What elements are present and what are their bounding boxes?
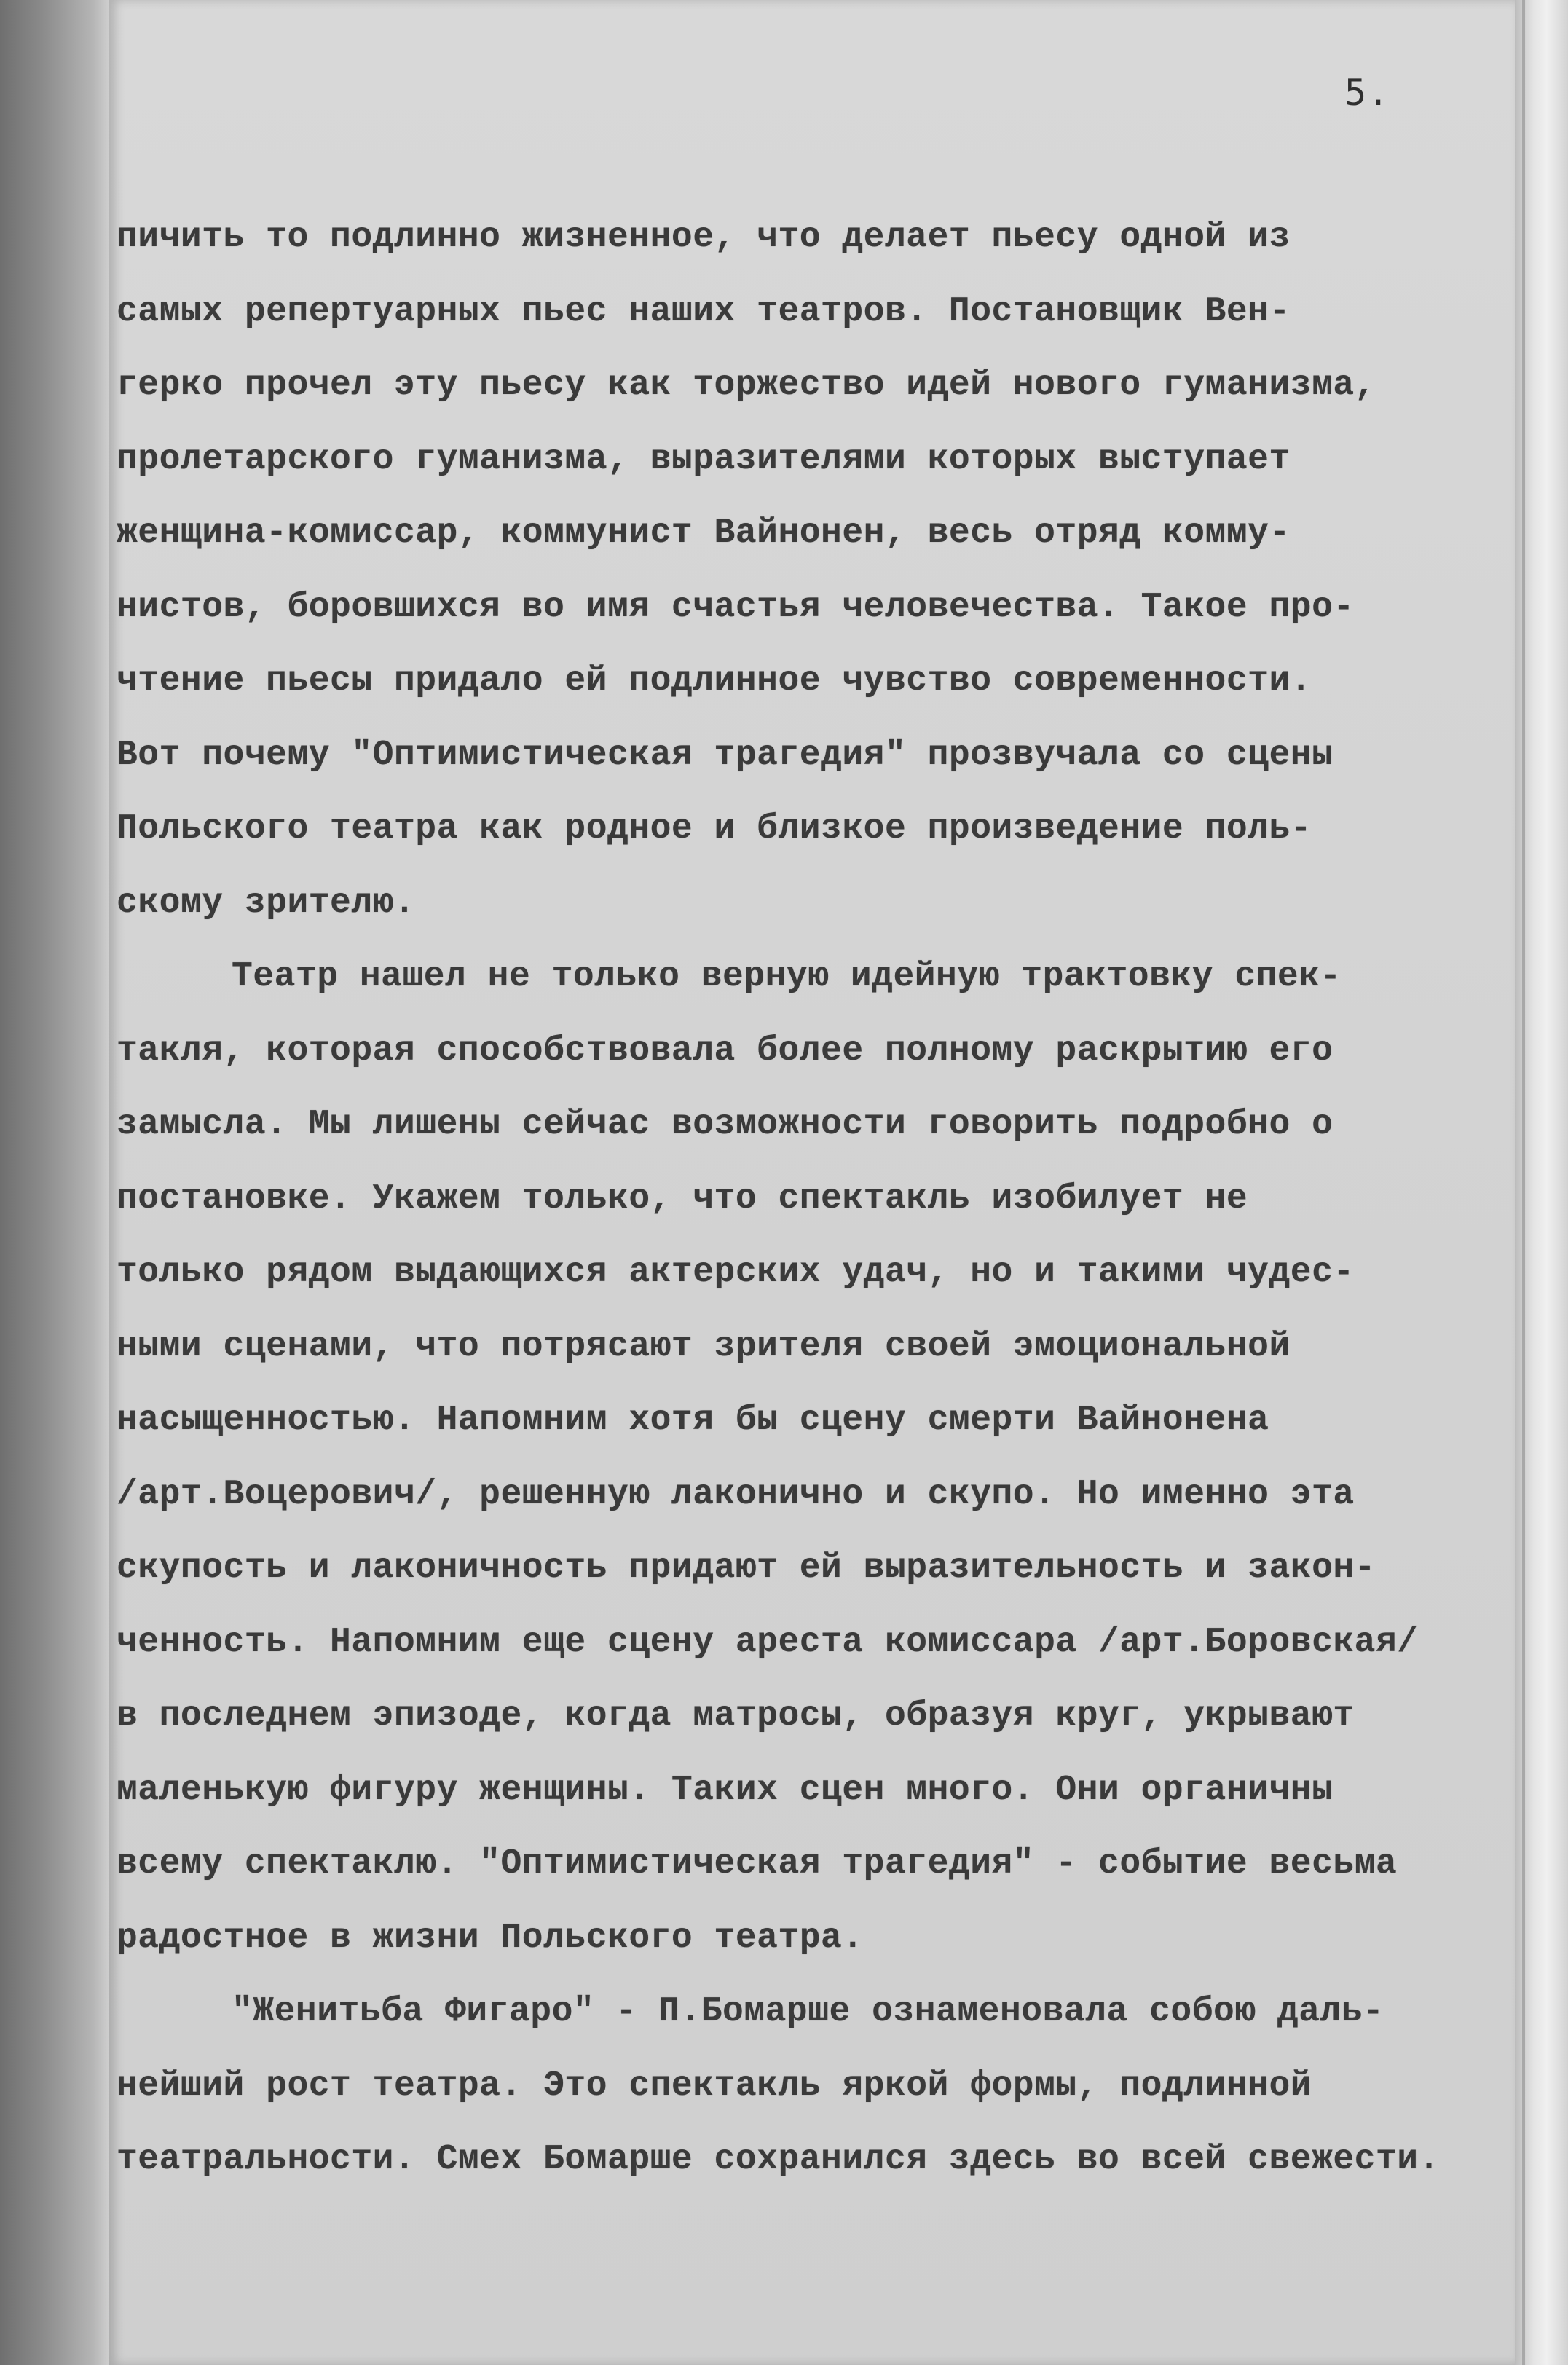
text-line: ченность. Напомним еще сцену ареста комиссара /арт.Боровская/ — [117, 1622, 1419, 1662]
text-line: радостное в жизни Польского театра. — [117, 1918, 864, 1958]
page-edge-line — [1522, 0, 1525, 2365]
text-line: /арт.Воцерович/, решенную лаконично и скупо. Но именно эта — [117, 1474, 1355, 1514]
text-line: нейший рост театра. Это спектакль яркой формы, подлинной — [117, 2066, 1312, 2106]
text-line: женщина-комиссар, коммунист Вайнонен, весь отряд комму- — [117, 513, 1291, 553]
text-line: самых репертуарных пьес наших театров. Постановщик Вен- — [117, 291, 1291, 331]
text-line: Театр нашел не только верную идейную трактовку спек- — [232, 957, 1342, 996]
text-line: ными сценами, что потрясают зрителя своей эмоциональной — [117, 1326, 1291, 1366]
text-line: чтение пьесы придало ей подлинное чувство современности. — [117, 661, 1312, 701]
text-line: в последнем эпизоде, когда матросы, образуя круг, укрывают — [117, 1696, 1355, 1736]
page-number: 5. — [1344, 71, 1390, 114]
text-line: Вот почему "Оптимистическая трагедия" прозвучала со сцены — [117, 735, 1333, 775]
text-line: всему спектаклю. "Оптимистическая трагедия" - событие весьма — [117, 1844, 1398, 1884]
typewritten-text — [117, 201, 1493, 2197]
text-line: замысла. Мы лишены сейчас возможности говорить подробно о — [117, 1105, 1333, 1144]
text-line: такля, которая способствовала более полному раскрытию его — [117, 1031, 1333, 1071]
text-line: театральности. Смех Бомарше сохранился здесь во всей свежести. — [117, 2140, 1440, 2179]
text-line: постановке. Укажем только, что спектакль изобилует не — [117, 1178, 1248, 1219]
text-line: пролетарского гуманизма, выразителями которых выступает — [117, 439, 1291, 479]
text-line: только рядом выдающихся актерских удач, но и такими чудес- — [117, 1253, 1355, 1292]
text-line: пичить то подлинно жизненное, что делает пьесу одной из — [117, 218, 1291, 257]
text-line: герко прочел эту пьесу как торжество идей нового гуманизма, — [117, 366, 1376, 405]
text-line: скому зрителю. — [117, 883, 416, 923]
text-line: "Женитьба Фигаро" - П.Бомарше ознаменовала собою даль- — [232, 1992, 1384, 2031]
text-line: маленькую фигуру женщины. Таких сцен много. Они органичны — [117, 1770, 1333, 1810]
text-line: нистов, боровшихся во имя счастья человечества. Такое про- — [117, 587, 1355, 627]
text-line: насыщенностью. Напомним хотя бы сцену смерти Вайнонена — [117, 1401, 1269, 1440]
left-binding-shadow — [0, 0, 109, 2365]
text-line: скупость и лаконичность придают ей выразительность и закон- — [117, 1549, 1376, 1588]
text-line: Польского театра как родное и близкое произведение поль- — [117, 809, 1312, 849]
